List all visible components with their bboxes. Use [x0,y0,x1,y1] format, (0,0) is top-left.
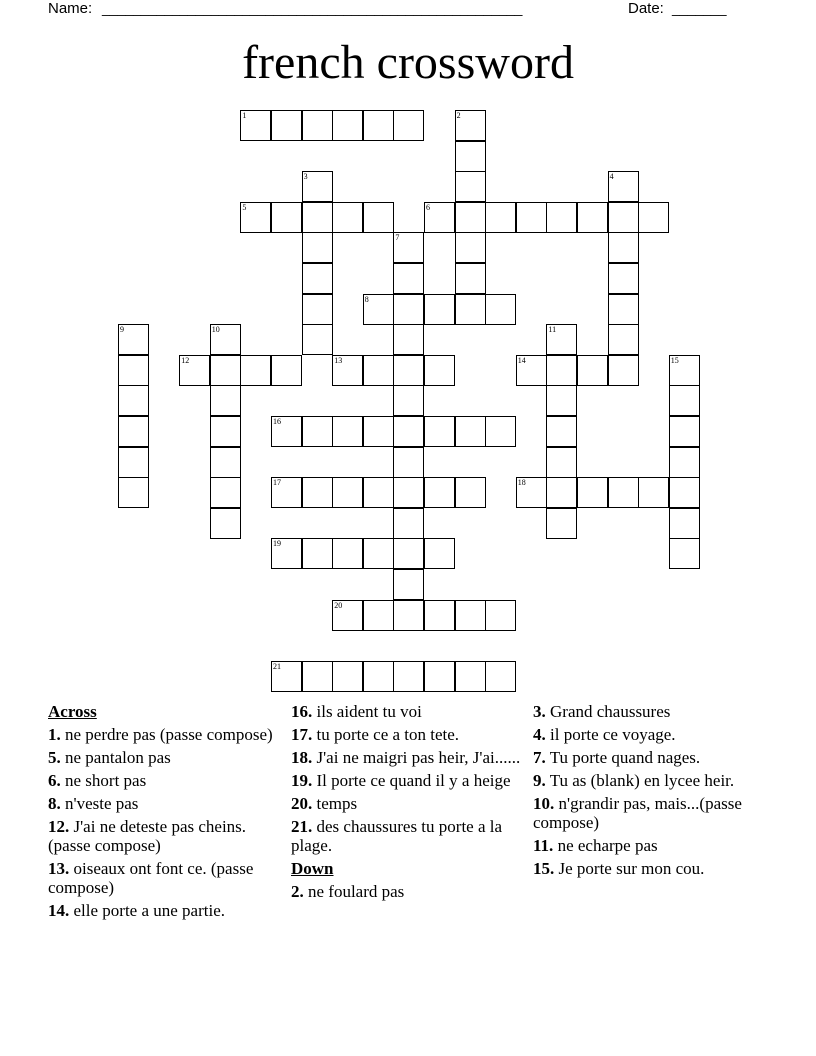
crossword-cell[interactable] [393,355,424,386]
crossword-cell[interactable] [240,110,271,141]
crossword-cell[interactable] [271,416,302,447]
crossword-cell[interactable] [363,477,394,508]
crossword-cell[interactable] [271,661,302,692]
crossword-cell[interactable] [302,324,333,355]
clue-number: 16 [273,417,281,426]
clue-number: 12 [181,355,190,365]
crossword-cell[interactable] [332,600,363,631]
crossword-cell[interactable] [577,202,608,233]
crossword-cell[interactable] [363,416,394,447]
clue-item [48,859,278,897]
crossword-cell[interactable] [608,477,639,508]
crossword-cell[interactable] [393,416,424,447]
clue-number: 19 [273,539,281,549]
crossword-cell[interactable] [210,355,241,386]
crossword-cell[interactable] [271,110,302,141]
clue-item [533,794,763,832]
crossword-cell[interactable] [455,202,486,233]
crossword-cell[interactable] [210,508,241,539]
crossword-cell[interactable] [669,538,700,569]
clue-number: 15. [533,859,555,878]
crossword-cell[interactable] [455,110,486,141]
clue-number: 10 [211,325,220,335]
crossword-cell[interactable] [393,294,424,325]
crossword-cell[interactable] [455,141,486,172]
crossword-cell[interactable] [455,416,486,447]
clue-number: 19. [291,771,313,790]
crossword-cell[interactable] [516,355,547,386]
clue-item [533,836,763,855]
crossword-cell[interactable] [546,202,577,233]
name-label: Name: [48,0,93,17]
crossword-cell[interactable] [210,416,241,447]
clue-number: 14 [517,355,526,365]
crossword-cell[interactable] [363,538,394,569]
clue-number: 12. [48,817,70,836]
crossword-cell[interactable] [516,202,547,233]
crossword-cell[interactable] [393,385,424,416]
crossword-cell[interactable] [210,385,241,416]
crossword-cell[interactable] [669,508,700,539]
crossword-cell[interactable] [424,294,455,325]
clue-number: 18. [291,748,313,767]
clue-text: temps [316,794,358,813]
crossword-cell[interactable] [546,416,577,447]
crossword-cell[interactable] [393,569,424,600]
clue-number: 8. [48,794,61,813]
crossword-cell[interactable] [302,232,333,263]
down-heading: Down [291,859,334,878]
clue-number: 17 [273,478,281,488]
crossword-cell[interactable] [485,202,516,233]
clue-item [291,748,521,767]
crossword-cell[interactable] [332,477,363,508]
crossword-cell[interactable] [179,355,210,386]
crossword-cell[interactable] [424,538,455,569]
crossword-cell[interactable] [332,661,363,692]
clue-number: 11. [533,836,554,855]
crossword-cell[interactable] [240,202,271,233]
clue-text: J'ai ne maigri pas heir, J'ai...... [316,748,521,767]
crossword-cell[interactable] [302,171,333,202]
crossword-cell[interactable] [302,294,333,325]
crossword-cell[interactable] [608,324,639,355]
crossword-cell[interactable] [271,477,302,508]
clue-number: 1 [242,111,247,120]
crossword-cell[interactable] [210,447,241,478]
clue-item [48,794,278,813]
clue-text: Tu as (blank) en lycee heir. [549,771,735,790]
clue-item [291,817,521,855]
clue-text: Tu porte quand nages. [549,748,701,767]
crossword-cell[interactable] [363,355,394,386]
crossword-cell[interactable] [393,661,424,692]
crossword-cell[interactable] [577,355,608,386]
clue-item [48,901,278,920]
crossword-cell[interactable] [424,202,455,233]
clue-item [291,794,521,813]
clue-number: 21 [273,661,281,671]
crossword-cell[interactable] [271,202,302,233]
crossword-cell[interactable] [669,477,700,508]
crossword-cell[interactable] [546,324,577,355]
crossword-cell[interactable] [455,171,486,202]
crossword-cell[interactable] [669,416,700,447]
crossword-cell[interactable] [332,202,363,233]
clue-number: 11 [548,325,557,335]
crossword-cell[interactable] [669,355,700,386]
clue-item [533,702,763,721]
crossword-cell[interactable] [546,385,577,416]
name-field-line[interactable]: ______________________________________________________ [102,0,523,16]
clue-text: ne short pas [65,771,147,790]
crossword-cell[interactable] [363,661,394,692]
clue-item [533,771,763,790]
clue-number: 20 [334,600,343,610]
clue-item [291,702,521,721]
clue-text: ne echarpe pas [557,836,658,855]
crossword-cell[interactable] [455,477,486,508]
clue-item [48,725,278,744]
clue-item [291,882,521,901]
clue-text: ne perdre pas (passe compose) [65,725,273,744]
crossword-cell[interactable] [485,294,516,325]
crossword-cell[interactable] [485,416,516,447]
crossword-cell[interactable] [455,232,486,263]
crossword-cell[interactable] [363,600,394,631]
crossword-cell[interactable] [363,294,394,325]
clue-number: 18 [517,478,526,488]
crossword-cell[interactable] [393,600,424,631]
clues-column-3 [533,702,763,882]
clue-number: 16. [291,702,313,721]
clue-number: 13. [48,859,70,878]
clue-text: ne pantalon pas [65,748,171,767]
crossword-cell[interactable] [608,232,639,263]
crossword-cell[interactable] [118,447,149,478]
clue-number: 10. [533,794,555,813]
clue-text: il porte ce voyage. [550,725,676,744]
crossword-cell[interactable] [302,263,333,294]
crossword-cell[interactable] [393,447,424,478]
crossword-cell[interactable] [424,600,455,631]
crossword-cell[interactable] [393,508,424,539]
clue-item [533,859,763,878]
crossword-cell[interactable] [302,202,333,233]
clue-number: 4 [609,172,614,182]
crossword-cell[interactable] [638,477,669,508]
crossword-cell[interactable] [271,538,302,569]
crossword-cell[interactable] [363,110,394,141]
clues-column-2 [291,702,521,905]
crossword-cell[interactable] [302,110,333,141]
clue-number: 8 [364,294,369,304]
crossword-cell[interactable] [393,232,424,263]
clue-text: Grand chaussures [550,702,671,721]
clue-number: 4. [533,725,546,744]
clue-number: 3. [533,702,546,721]
crossword-cell[interactable] [210,477,241,508]
clue-number: 13 [334,355,343,365]
clue-item [48,817,278,855]
date-label: Date: [628,0,664,17]
clue-number: 9. [533,771,546,790]
crossword-cell[interactable] [302,416,333,447]
across-heading: Across [48,702,97,721]
crossword-cell[interactable] [118,416,149,447]
date-field-line[interactable]: _______ [672,0,727,16]
crossword-cell[interactable] [118,355,149,386]
clue-text: des chaussures tu porte a la plage. [291,817,503,855]
crossword-cell[interactable] [669,447,700,478]
clue-item [533,748,763,767]
crossword-cell[interactable] [393,263,424,294]
clue-text: elle porte a une partie. [73,901,226,920]
crossword-cell[interactable] [118,477,149,508]
crossword-cell[interactable] [546,355,577,386]
clue-number: 6. [48,771,61,790]
crossword-cell[interactable] [455,661,486,692]
crossword-cell[interactable] [608,202,639,233]
crossword-cell[interactable] [332,355,363,386]
crossword-cell[interactable] [271,355,302,386]
clue-item [291,771,521,790]
crossword-cell[interactable] [118,385,149,416]
crossword-cell[interactable] [485,600,516,631]
crossword-cell[interactable] [546,447,577,478]
clue-text: Je porte sur mon cou. [558,859,705,878]
crossword-cell[interactable] [302,477,333,508]
crossword-cell[interactable] [546,508,577,539]
crossword-cell[interactable] [455,600,486,631]
crossword-cell[interactable] [118,324,149,355]
crossword-cell[interactable] [424,661,455,692]
crossword-cell[interactable] [577,477,608,508]
clue-item [48,771,278,790]
crossword-cell[interactable] [240,355,271,386]
clue-number: 1. [48,725,61,744]
crossword-cell[interactable] [363,202,394,233]
clue-number: 5 [242,202,247,212]
crossword-cell[interactable] [455,263,486,294]
clue-number: 17. [291,725,313,744]
clue-item [48,748,278,767]
crossword-cell[interactable] [608,294,639,325]
crossword-cell[interactable] [608,171,639,202]
crossword-cell[interactable] [638,202,669,233]
clue-text: n'veste pas [65,794,139,813]
crossword-cell[interactable] [393,538,424,569]
clue-number: 15 [670,355,679,365]
crossword-cell[interactable] [516,477,547,508]
clue-number: 3 [303,172,308,182]
crossword-cell[interactable] [332,416,363,447]
clue-number: 20. [291,794,313,813]
clue-number: 21. [291,817,313,836]
clue-item [291,725,521,744]
clue-text: tu porte ce a ton tete. [316,725,460,744]
clue-number: 14. [48,901,70,920]
clue-number: 2. [291,882,304,901]
crossword-cell[interactable] [424,416,455,447]
clue-number: 6 [426,202,430,212]
crossword-cell[interactable] [546,477,577,508]
clue-text: ils aident tu voi [316,702,422,721]
crossword-cell[interactable] [393,110,424,141]
clue-text: J'ai ne deteste pas cheins. (passe compose) [48,817,247,855]
clue-number: 2 [456,111,461,120]
clue-number: 7 [395,233,400,243]
page-title: french crossword [242,36,574,89]
crossword-cell[interactable] [302,661,333,692]
crossword-cell[interactable] [393,324,424,355]
crossword-cell[interactable] [332,538,363,569]
clue-number: 9 [120,325,124,335]
crossword-cell[interactable] [608,355,639,386]
crossword-cell[interactable] [485,661,516,692]
crossword-cell[interactable] [210,324,241,355]
crossword-cell[interactable] [393,477,424,508]
crossword-cell[interactable] [302,538,333,569]
crossword-cell[interactable] [608,263,639,294]
clue-item [533,725,763,744]
crossword-cell[interactable] [424,477,455,508]
clue-number: 5. [48,748,61,767]
crossword-cell[interactable] [424,355,455,386]
clue-text: Il porte ce quand il y a heige [316,771,511,790]
clues-column-1 [48,702,278,924]
clue-text: ne foulard pas [308,882,405,901]
crossword-cell[interactable] [332,110,363,141]
clue-text: n'grandir pas, mais...(passe compose) [533,794,742,832]
crossword-cell[interactable] [669,385,700,416]
crossword-cell[interactable] [455,294,486,325]
clue-text: oiseaux ont font ce. (passe compose) [48,859,254,897]
clue-number: 7. [533,748,546,767]
